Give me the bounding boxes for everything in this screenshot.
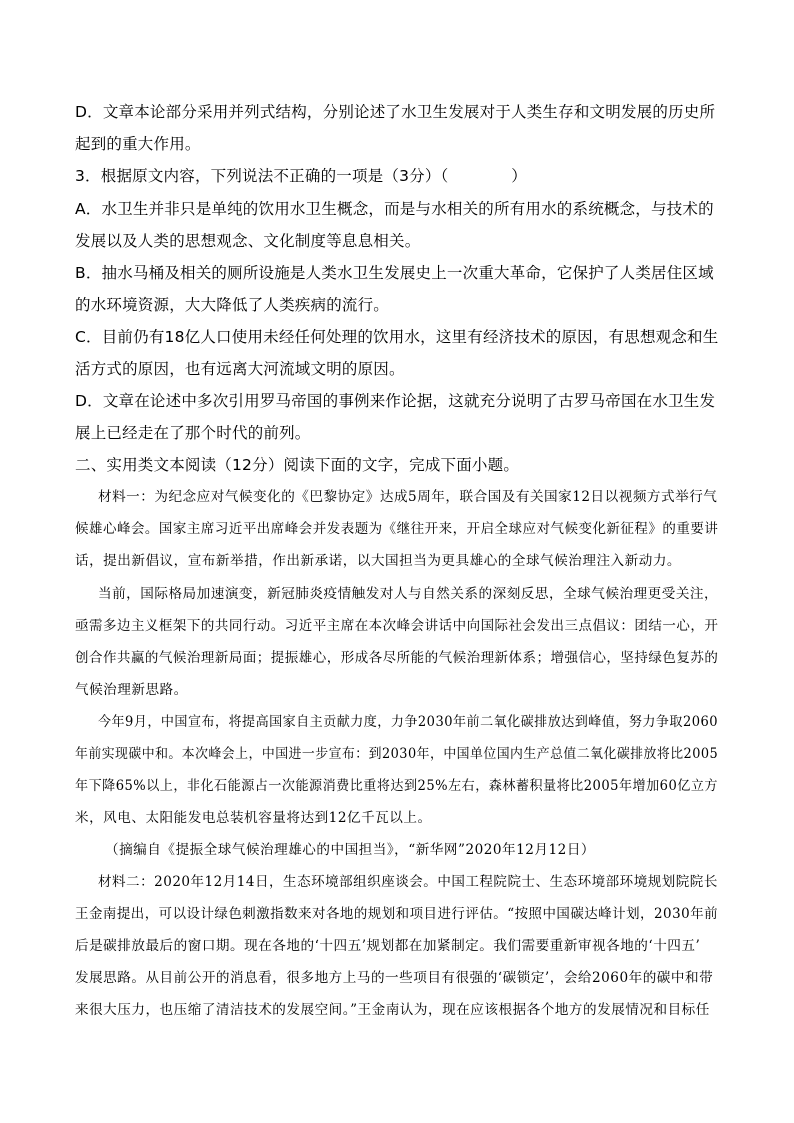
material-1-line: 米，风电、太阳能发电总装机容量将达到12亿千瓦以上。 bbox=[75, 810, 432, 826]
material-2-line: 王金南提出，可以设计绿色刺激指数来对各地的规划和项目进行评估。“按照中国碳达峰计划，2030年前 bbox=[75, 906, 719, 922]
option-a-line-2: 发展以及人类的思想观念、文化制度等息息相关。 bbox=[75, 232, 421, 250]
option-c-line-1: C．目前仍有18亿人口使用未经任何处理的饮用水，这里有经济技术的原因，有思想观念和生 bbox=[75, 328, 719, 346]
option-b-line-1: B．抽水马桶及相关的厕所设施是人类水卫生发展史上一次重大革命，它保护了人类居住区域 bbox=[75, 264, 714, 282]
option-a-line-1: A．水卫生并非只是单纯的饮用水卫生概念，而是与水相关的所有用水的系统概念，与技术的 bbox=[75, 200, 714, 218]
option-d-line-2: 起到的重大作用。 bbox=[75, 135, 201, 153]
option-d-line-1: D．文章本论部分采用并列式结构，分别论述了水卫生发展对于人类生存和文明发展的历史所 bbox=[75, 103, 716, 121]
material-1-line: 亟需多边主义框架下的共同行动。习近平主席在本次峰会讲话中向国际社会发出三点倡议：团结一心，开 bbox=[75, 618, 719, 634]
option-c-line-2: 活方式的原因，也有远离大河流域文明的原因。 bbox=[75, 360, 405, 378]
material-1-line: 话，提出新倡议，宣布新举措，作出新承诺，以大国担当为更具雄心的全球气候治理注入新动力。 bbox=[75, 553, 682, 569]
material-1-source: （摘编自《提振全球气候治理雄心的中国担当》，“新华网”2020年12月12日） bbox=[105, 842, 596, 858]
question-3-stem: 3．根据原文内容，下列说法不正确的一项是（3分）（ ） bbox=[75, 167, 527, 185]
option-d2-line-2: 展上已经走在了那个时代的前列。 bbox=[75, 424, 311, 442]
section-two-heading: 二、实用类文本阅读（12分）阅读下面的文字，完成下面小题。 bbox=[75, 456, 520, 474]
material-1-line: 候雄心峰会。国家主席习近平出席峰会并发表题为《继往开来，开启全球应对气候变化新征程》的重要讲 bbox=[75, 521, 719, 537]
material-1-line: 创合作共赢的气候治理新局面；提振雄心，形成各尽所能的气候治理新体系；增强信心，坚持绿色复苏的 bbox=[75, 650, 719, 666]
option-b-line-2: 的水环境资源，大大降低了人类疾病的流行。 bbox=[75, 296, 390, 314]
material-1-line: 今年9月，中国宣布，将提高国家自主贡献力度，力争2030年前二氧化碳排放达到峰值，努力争取2060 bbox=[98, 714, 719, 730]
material-2-line: 来很大压力，也压缩了清洁技术的发展空间。”王金南认为，现在应该根据各个地方的发展情况和目标任 bbox=[75, 1002, 710, 1018]
material-1-line: 年前实现碳中和。本次峰会上，中国进一步宣布：到2030年，中国单位国内生产总值二氧化碳排放将比2005 bbox=[75, 746, 719, 762]
material-2-line: 发展思路。从目前公开的消息看，很多地方上马的一些项目有很强的‘碳锁定’，会给2060年的碳中和带 bbox=[75, 970, 714, 986]
material-2-line: 材料二：2020年12月14日，生态环境部组织座谈会。中国工程院院士、生态环境部环境规划院院长 bbox=[98, 874, 718, 890]
option-d2-line-1: D．文章在论述中多次引用罗马帝国的事例来作论据，这就充分说明了古罗马帝国在水卫生发 bbox=[75, 392, 716, 410]
material-1-line: 气候治理新思路。 bbox=[75, 682, 188, 698]
material-1-line: 当前，国际格局加速演变，新冠肺炎疫情触发对人与自然关系的深刻反思，全球气候治理更受关注， bbox=[98, 586, 719, 602]
material-1-line: 材料一：为纪念应对气候变化的《巴黎协定》达成5周年，联合国及有关国家12日以视频方式举行气 bbox=[98, 489, 718, 505]
material-1-line: 年下降65%以上，非化石能源占一次能源消费比重将达到25%左右，森林蓄积量将比2005年增加60亿立方 bbox=[75, 778, 718, 794]
material-2-line: 后是碳排放最后的窗口期。现在各地的‘十四五’规划都在加紧制定。我们需要重新审视各地的‘十四五’ bbox=[75, 938, 701, 954]
